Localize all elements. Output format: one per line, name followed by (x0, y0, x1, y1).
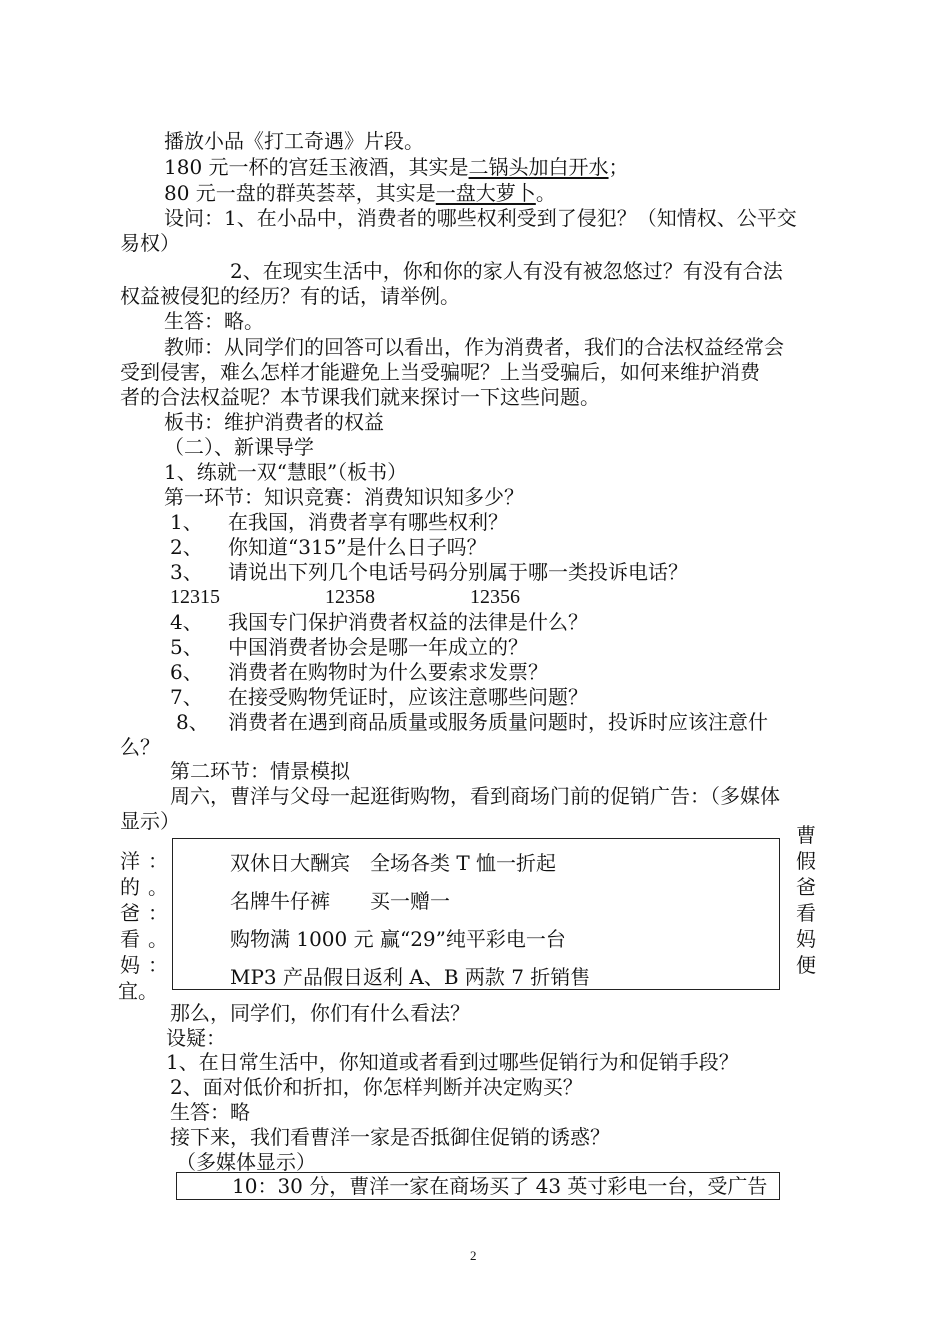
vertical-char: 妈 (120, 953, 140, 977)
text-line: 者的合法权益呢？本节课我们就来探讨一下这些问题。 (120, 385, 600, 409)
text-line: 周六，曹洋与父母一起逛街购物，看到商场门前的促销广告：（多媒体 (170, 784, 780, 808)
phone-number: 12356 (470, 586, 520, 608)
quiz-question: 在接受购物凭证时，应该注意哪些问题？ (228, 685, 588, 709)
vertical-char: 看 (796, 901, 816, 925)
quiz-number: 8、 (176, 710, 209, 734)
text-line: 第一环节：知识竞赛：消费知识知多少？ (164, 485, 524, 509)
text-segment: 180 元一杯的宫廷玉液酒，其实是 (164, 155, 469, 179)
text-line: 生答：略 (170, 1100, 250, 1124)
text-line: 权益被侵犯的经历？有的话，请举例。 (120, 284, 460, 308)
quiz-question: 中国消费者协会是哪一年成立的？ (228, 635, 528, 659)
quiz-number: 2、 (170, 535, 203, 559)
vertical-char: ： (148, 953, 168, 977)
right-vertical-text (794, 822, 818, 978)
quiz-question: 消费者在遇到商品质量或服务质量问题时，投诉时应该注意什 (228, 710, 768, 734)
text-line: 生答：略。 (164, 309, 264, 333)
quiz-number: 6、 (170, 660, 203, 684)
quiz-number: 5、 (170, 635, 203, 659)
text-line: 受到侵害，难么怎样才能避免上当受骗呢？上当受骗后，如何来维护消费 (120, 360, 760, 384)
text-line: 么？ (120, 735, 160, 759)
phone-number: 12358 (325, 586, 375, 608)
vertical-char: 洋 (120, 849, 140, 873)
vertical-char: 。 (148, 927, 168, 951)
quiz-number: 4、 (170, 610, 203, 634)
quiz-question: 我国专门保护消费者权益的法律是什么？ (228, 610, 588, 634)
text-line: 接下来，我们看曹洋一家是否抵御住促销的诱惑？ (170, 1125, 610, 1149)
underlined-text: 一盘大萝卜 (435, 181, 536, 205)
vertical-char: 爸 (796, 875, 816, 899)
ad-line: 双休日大酬宾 全场各类 T 恤一折起 (230, 851, 557, 875)
quiz-question: 你知道“315”是什么日子吗？ (228, 535, 487, 559)
quiz-number: 1、 (170, 510, 203, 534)
vertical-char: 。 (148, 875, 168, 899)
text-line: 1、练就一双“慧眼”（板书） (164, 460, 408, 484)
text-line: 显示） (120, 809, 180, 833)
text-line: 播放小品《打工奇遇》片段。 (164, 129, 424, 153)
text-line: 设疑： (166, 1026, 226, 1050)
text-line: （多媒体显示） (176, 1150, 316, 1174)
ad-line: 名牌牛仔裤 买一赠一 (230, 889, 450, 913)
vertical-char: 假 (796, 849, 816, 873)
text-line: 1、在日常生活中，你知道或者看到过哪些促销行为和促销手段？ (166, 1050, 739, 1074)
text-segment: ； (608, 155, 629, 179)
text-line: 设问：1、在小品中，消费者的哪些权利受到了侵犯？（知情权、公平交 (164, 206, 797, 230)
vertical-char: 妈 (796, 927, 816, 951)
ad-line: 购物满 1000 元 赢“29”纯平彩电一台 (230, 927, 566, 951)
text-line: 易权） (120, 231, 180, 255)
vertical-char: 曹 (796, 823, 816, 847)
quiz-number: 3、 (170, 560, 203, 584)
quiz-question: 消费者在购物时为什么要索求发票？ (228, 660, 548, 684)
underlined-text: 二锅头加白开水 (468, 155, 609, 179)
text-line: 第二环节：情景模拟 (170, 759, 350, 783)
quiz-number: 7、 (170, 685, 203, 709)
ad-line: MP3 产品假日返利 A、B 两款 7 折销售 (230, 965, 591, 989)
vertical-char: 宜。 (118, 979, 158, 1003)
text-segment: 。 (535, 181, 556, 205)
text-line: 那么，同学们，你们有什么看法？ (170, 1001, 470, 1025)
vertical-char: ： (148, 901, 168, 925)
text-line: 10：30 分，曹洋一家在商场买了 43 英寸彩电一台，受广告 (232, 1174, 768, 1198)
text-line (164, 180, 556, 206)
vertical-char: 的 (120, 875, 140, 899)
text-line: （二）、新课导学 (164, 435, 314, 459)
text-line: 教师：从同学们的回答可以看出，作为消费者，我们的合法权益经常会 (164, 335, 784, 359)
page-number: 2 (470, 1248, 477, 1263)
vertical-char: 便 (796, 953, 816, 977)
left-vertical-punct (146, 848, 170, 978)
text-line: 2、在现实生活中，你和你的家人有没有被忽悠过？有没有合法 (230, 259, 783, 283)
phone-number: 12315 (170, 586, 220, 608)
text-line: 2、面对低价和折扣，你怎样判断并决定购买？ (170, 1075, 583, 1099)
vertical-char: 看 (120, 927, 140, 951)
vertical-char: 爸 (120, 901, 140, 925)
quiz-question: 在我国，消费者享有哪些权利？ (228, 510, 508, 534)
left-vertical-text (118, 848, 158, 1004)
text-line (164, 154, 629, 180)
vertical-char: ： (148, 849, 168, 873)
text-line: 板书：维护消费者的权益 (164, 410, 384, 434)
text-segment: 80 元一盘的群英荟萃，其实是 (164, 181, 436, 205)
quiz-question: 请说出下列几个电话号码分别属于哪一类投诉电话？ (228, 560, 688, 584)
